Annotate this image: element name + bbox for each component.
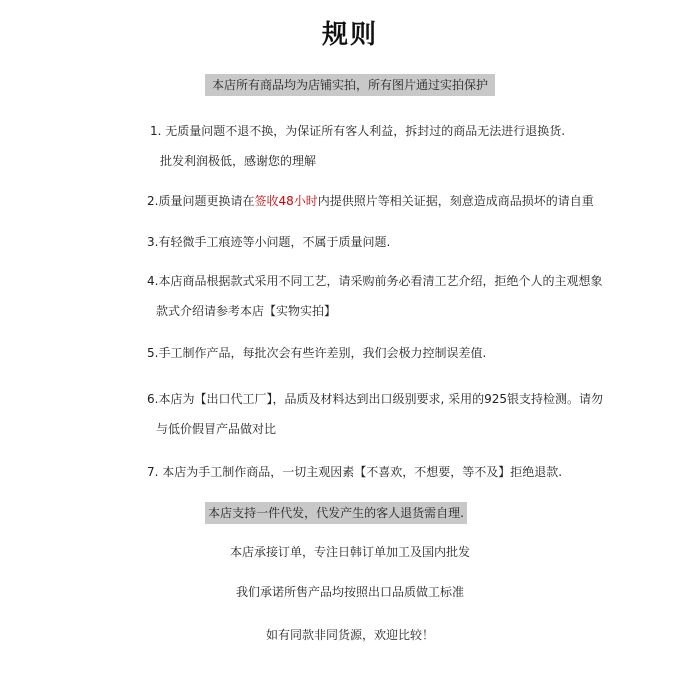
rule-6-line-1: 6.本店为【出口代工厂】，品质及材料达到出口级别要求, 采用的925银支持检测。请勿: [147, 392, 603, 406]
page-title: 规则: [321, 20, 378, 50]
rule-4-line-2: 款式介绍请参考本店【实物实拍】: [156, 304, 337, 318]
rule-2-highlight: 签收48小时: [254, 194, 318, 208]
rule-1-line-1: 1. 无质量问题不退不换，为保证所有客人利益，拆封过的商品无法进行退换货.: [150, 124, 566, 138]
rule-5: 5.手工制作产品，每批次会有些许差别，我们会极力控制误差值.: [147, 346, 487, 360]
rule-1-line-2: 批发利润极低，感谢您的理解: [160, 154, 317, 168]
rule-4-line-1: 4.本店商品根据款式采用不同工艺，请采购前务必看清工艺介绍，拒绝个人的主观想象: [147, 274, 603, 288]
photo-notice-banner: 本店所有商品均为店铺实拍，所有图片通过实拍保护: [205, 74, 495, 96]
footer-line-2: 我们承诺所售产品均按照出口品质做工标准: [235, 585, 464, 599]
footer-line-1: 本店承接订单，专注日韩订单加工及国内批发: [229, 545, 470, 559]
rule-2-prefix: 2.质量问题更换请在: [147, 194, 255, 208]
dropship-notice-banner: 本店支持一件代发，代发产生的客人退货需自理.: [205, 502, 467, 524]
rule-6-line-2: 与低价假冒产品做对比: [156, 422, 277, 436]
rule-2: [147, 192, 594, 209]
rule-7: 7. 本店为手工制作商品，一切主观因素【不喜欢，不想要，等不及】拒绝退款.: [147, 465, 563, 479]
rule-3: 3.有轻微手工痕迹等小问题，不属于质量问题.: [147, 235, 391, 249]
rule-2-suffix: 内提供照片等相关证据，刻意造成商品损坏的请自重: [317, 194, 594, 208]
footer-line-3: 如有同款非同货源，欢迎比较！: [265, 628, 434, 642]
